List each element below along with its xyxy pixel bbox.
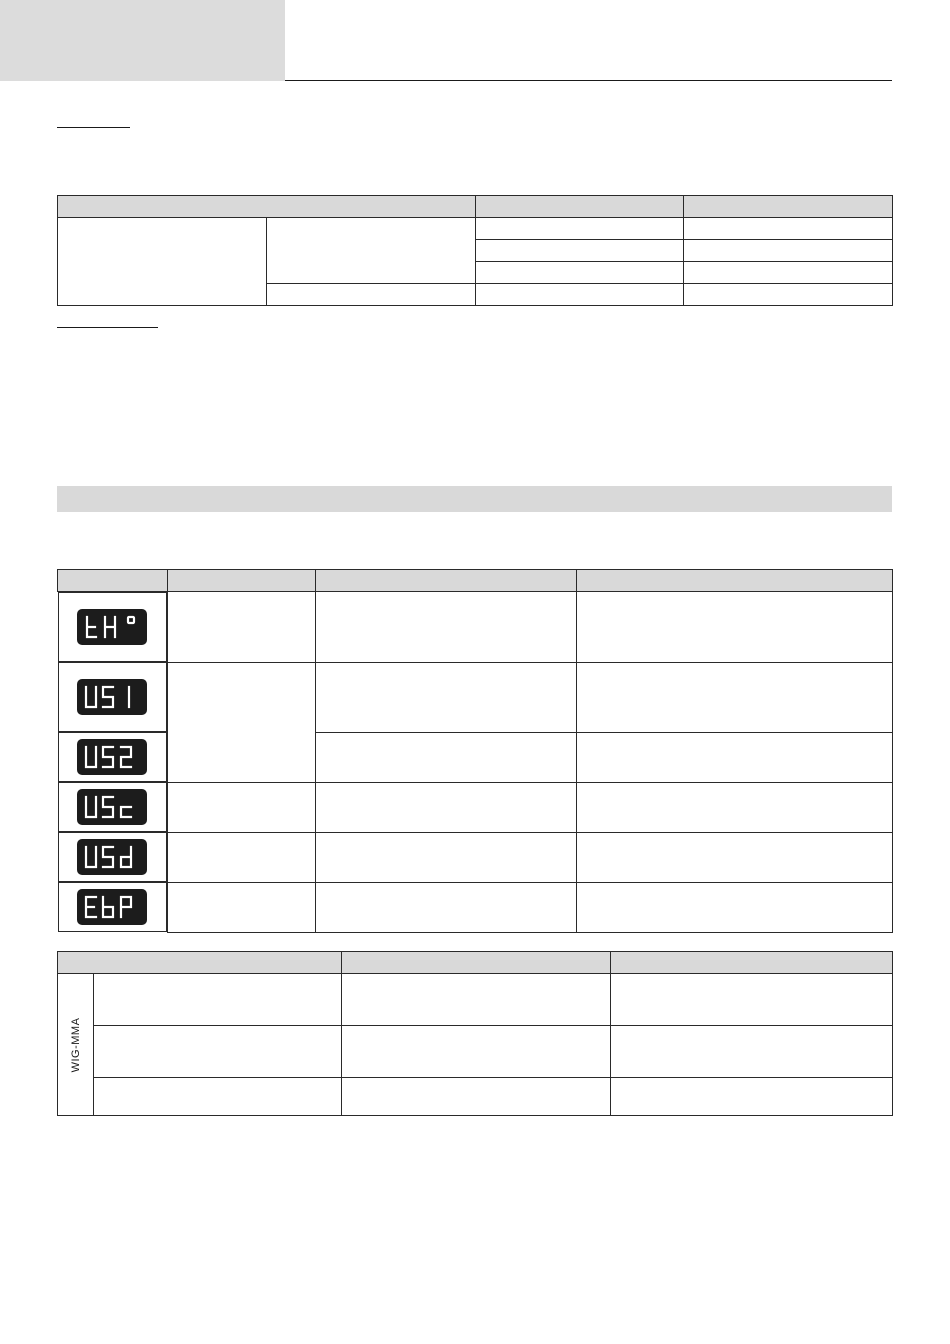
display-usd-icon (77, 839, 147, 875)
table-cell (316, 662, 577, 732)
header-rule (285, 80, 892, 81)
table-cell (577, 592, 893, 663)
mode-label-cell (58, 974, 94, 1116)
table-cell (316, 782, 577, 832)
table-cell (476, 262, 684, 284)
table-cell (577, 732, 893, 782)
table-cell (168, 662, 316, 782)
table-cell (611, 974, 893, 1026)
table-cell (684, 284, 893, 306)
table-cell (684, 262, 893, 284)
table-cell (316, 882, 577, 932)
table-cell (168, 592, 316, 663)
table-cell (577, 882, 893, 932)
display-us1-icon (77, 679, 147, 715)
table-cell (611, 1078, 893, 1116)
table-header (58, 952, 342, 974)
table-cell (94, 1026, 342, 1078)
table-cell (577, 832, 893, 882)
table-cell (94, 974, 342, 1026)
table1-group-cell (58, 218, 267, 306)
mode-label: WIG-MMA (69, 1017, 82, 1072)
display-th-degree-icon (77, 609, 147, 645)
table-cell (342, 1026, 611, 1078)
subheading-underline-1 (57, 127, 130, 128)
display-cell (58, 732, 168, 782)
table-cell (611, 1026, 893, 1078)
table-cell (168, 832, 316, 882)
display-cell (58, 782, 168, 832)
table-cell (476, 240, 684, 262)
table1-header-3 (684, 196, 893, 218)
mode-table (57, 951, 893, 1116)
table-cell (577, 782, 893, 832)
display-us2-icon (77, 739, 147, 775)
display-cell (58, 882, 168, 932)
table1-subgroup-cell (267, 218, 476, 284)
table-header (58, 570, 168, 592)
table1-header-2 (476, 196, 684, 218)
display-usc-icon (77, 789, 147, 825)
table-cell (476, 218, 684, 240)
header-block (0, 0, 285, 81)
specs-table (57, 195, 893, 306)
table-cell (316, 592, 577, 663)
table-header (577, 570, 893, 592)
table-header (316, 570, 577, 592)
table-cell (316, 832, 577, 882)
display-cell (58, 832, 168, 882)
table-cell (342, 974, 611, 1026)
table-cell (342, 1078, 611, 1116)
table-cell (577, 662, 893, 732)
display-codes-table (57, 569, 893, 933)
table-cell (168, 882, 316, 932)
subheading-underline-2 (57, 327, 158, 328)
section-heading-band (57, 486, 892, 512)
display-cell (58, 662, 168, 732)
display-ebp-icon (77, 889, 147, 925)
table1-header-1 (58, 196, 476, 218)
table-header (611, 952, 893, 974)
table-cell (684, 240, 893, 262)
table-cell (168, 782, 316, 832)
table-cell (316, 732, 577, 782)
table1-subgroup-cell-2 (267, 284, 476, 306)
table-cell (94, 1078, 342, 1116)
table-header (168, 570, 316, 592)
table-header (342, 952, 611, 974)
display-cell (58, 592, 168, 662)
table-cell (684, 218, 893, 240)
table-cell (476, 284, 684, 306)
